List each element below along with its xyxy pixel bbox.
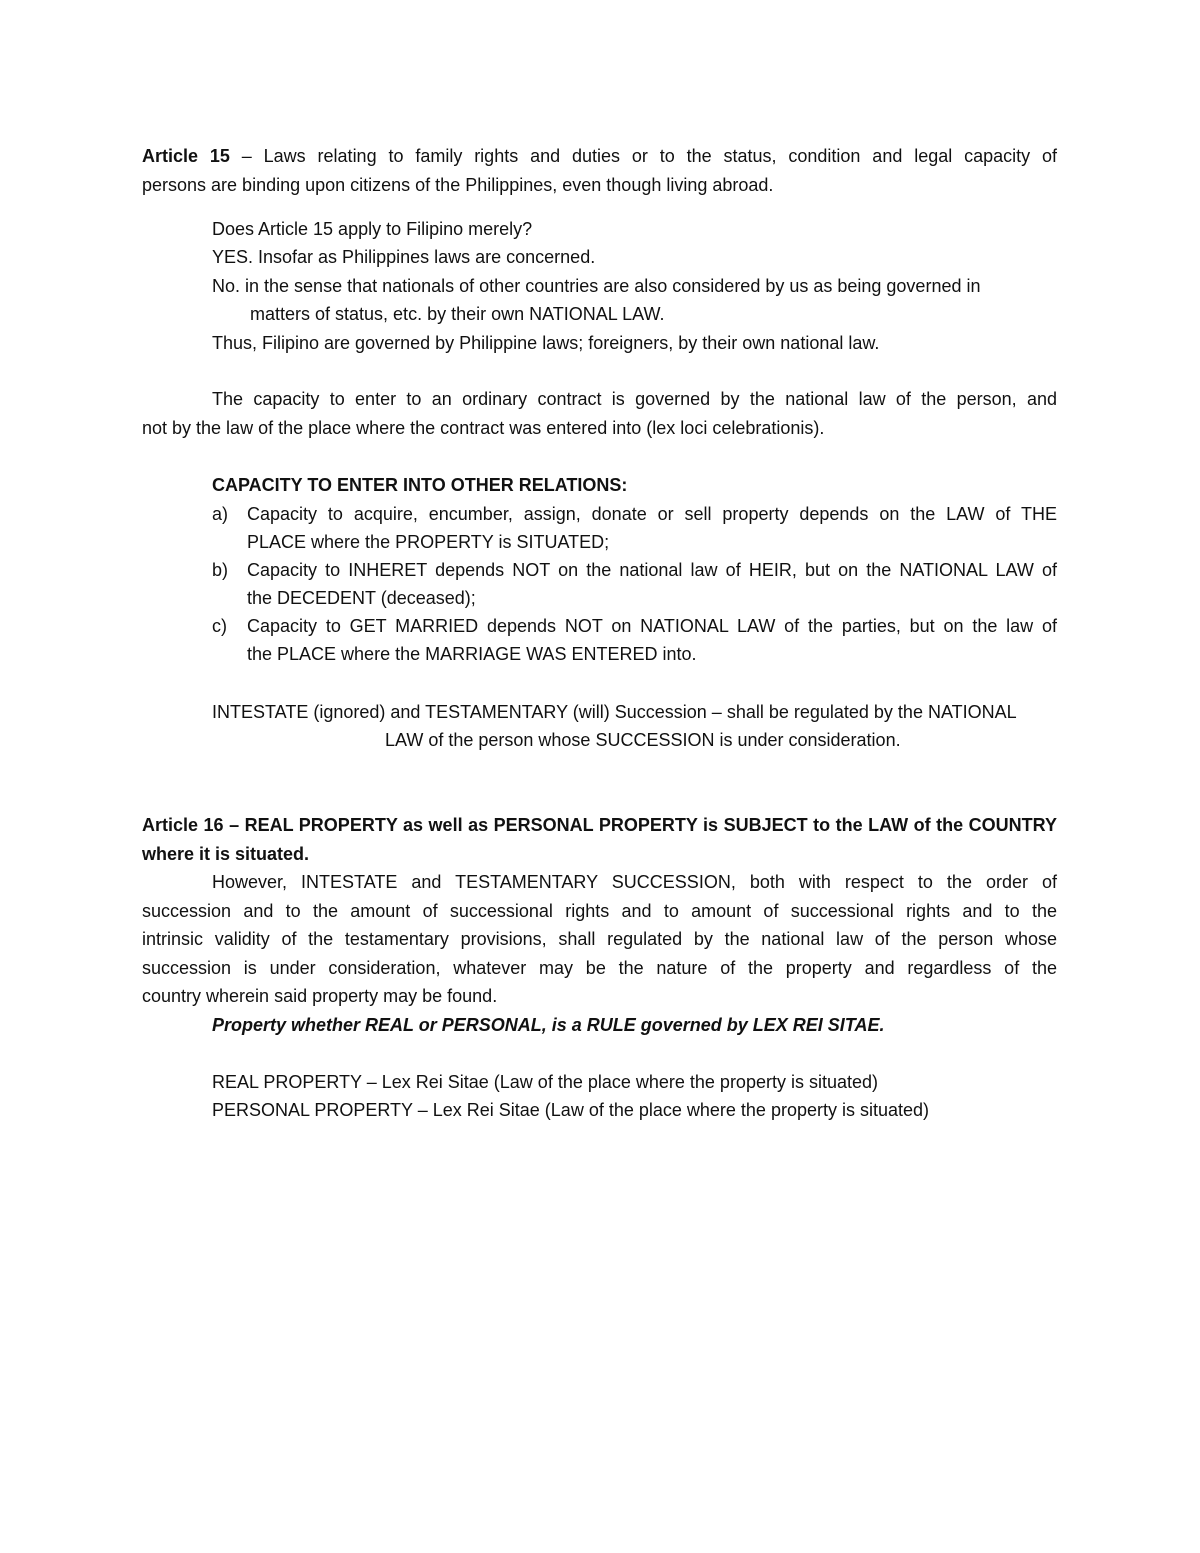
article16-title-line-2: where it is situated. <box>142 844 310 864</box>
list-item-a-line-1: Capacity to acquire, encumber, assign, donate or sell property depends on the LAW of THE <box>247 504 1057 524</box>
list-item-c-label: c) <box>212 616 227 636</box>
list-item-a-label: a) <box>212 504 229 524</box>
real-property-line: REAL PROPERTY – Lex Rei Sitae (Law of the place where the property is situated) <box>212 1072 878 1092</box>
article15-line-2: persons are binding upon citizens of the Philippines, even though living abroad. <box>142 175 774 195</box>
list-item-c-line-1: Capacity to GET MARRIED depends NOT on NATIONAL LAW of the parties, but on the law of <box>247 616 1057 636</box>
thus-text: Thus, Filipino are governed by Philippine laws; foreigners, by their own national law. <box>212 333 880 353</box>
article16-paragraph-line-5: country wherein said property may be found. <box>142 986 498 1006</box>
capacity-line-2: not by the law of the place where the contract was entered into (lex loci celebrationis). <box>142 418 825 438</box>
article16-paragraph-line-4: succession is under consideration, whatever may be the nature of the property and regardless of the <box>142 958 1057 978</box>
article16-paragraph-line-2: succession and to the amount of successional rights and to amount of successional rights and to the <box>142 901 1057 921</box>
article16-paragraph-line-1: However, INTESTATE and TESTAMENTARY SUCCESSION, both with respect to the order of <box>212 872 1057 892</box>
list-item-a-line-2: PLACE where the PROPERTY is SITUATED; <box>247 532 610 552</box>
yes-answer: YES. Insofar as Philippines laws are concerned. <box>212 247 596 267</box>
personal-property-line: PERSONAL PROPERTY – Lex Rei Sitae (Law of the place where the property is situated) <box>212 1100 930 1120</box>
article16-paragraph-line-3: intrinsic validity of the testamentary provisions, shall regulated by the national law of the person whose <box>142 929 1057 949</box>
list-item-b-label: b) <box>212 560 229 580</box>
article16-title-line-1: Article 16 – REAL PROPERTY as well as PERSONAL PROPERTY is SUBJECT to the LAW of the COUNTRY <box>142 815 1057 835</box>
list-item-b-line-1: Capacity to INHERET depends NOT on the national law of HEIR, but on the NATIONAL LAW of <box>247 560 1057 580</box>
capacity-line-1: The capacity to enter to an ordinary contract is governed by the national law of the person, and <box>212 389 1057 409</box>
article15-title: Article 15 <box>142 146 230 166</box>
article15-line-1 <box>142 145 1057 167</box>
succession-line-1: INTESTATE (ignored) and TESTAMENTARY (will) Succession – shall be regulated by the NATIONAL <box>212 702 1017 722</box>
list-item-c-line-2: the PLACE where the MARRIAGE WAS ENTERED into. <box>247 644 697 664</box>
no-answer-line-1: No. in the sense that nationals of other countries are also considered by us as being governed in <box>212 276 981 296</box>
lex-rei-sitae-rule: Property whether REAL or PERSONAL, is a RULE governed by LEX REI SITAE. <box>212 1015 885 1035</box>
article15-text-1: – Laws relating to family rights and duties or to the status, condition and legal capacity of <box>229 146 1058 166</box>
succession-line-2: LAW of the person whose SUCCESSION is under consideration. <box>385 730 901 750</box>
no-answer-line-2: matters of status, etc. by their own NATIONAL LAW. <box>250 304 665 324</box>
question-text: Does Article 15 apply to Filipino merely? <box>212 219 533 239</box>
relations-heading: CAPACITY TO ENTER INTO OTHER RELATIONS: <box>212 475 628 495</box>
list-item-b-line-2: the DECEDENT (deceased); <box>247 588 476 608</box>
